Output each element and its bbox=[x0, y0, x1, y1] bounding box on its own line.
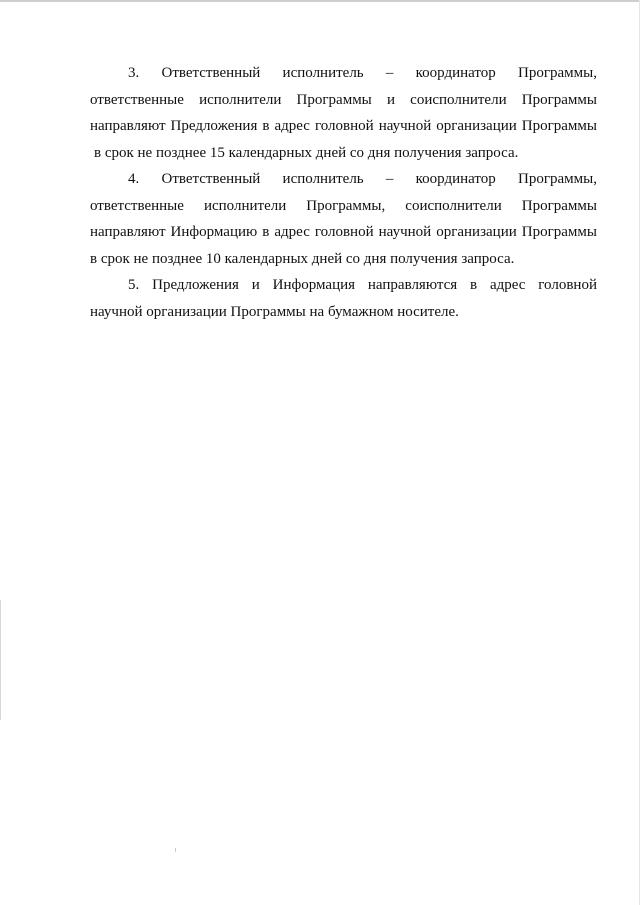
paragraph-line: направляют Информацию в адрес головной научной организации Программы bbox=[90, 224, 597, 240]
paragraph-line: 3. Ответственный исполнитель – координатор Программы, bbox=[128, 65, 597, 81]
paragraph-line: в срок не позднее 10 календарных дней со дня получения запроса. bbox=[90, 250, 515, 267]
paragraph-line: в срок не позднее 15 календарных дней со дня получения запроса. bbox=[94, 144, 519, 161]
paragraph-line: научной организации Программы на бумажном носителе. bbox=[90, 303, 459, 320]
paragraph-5 bbox=[90, 272, 597, 325]
paragraph-line: ответственные исполнители Программы и соисполнители Программы bbox=[90, 91, 597, 108]
scan-edge-top bbox=[0, 0, 640, 2]
paragraph-3 bbox=[90, 60, 597, 166]
document-body bbox=[90, 60, 597, 325]
paragraph-4 bbox=[90, 166, 597, 272]
scan-speck bbox=[175, 848, 176, 852]
scan-edge-left bbox=[0, 600, 1, 720]
paragraph-line: ответственные исполнители Программы, соисполнители Программы bbox=[90, 197, 597, 214]
paragraph-line: 4. Ответственный исполнитель – координатор Программы, bbox=[128, 171, 597, 187]
paragraph-line: направляют Предложения в адрес головной научной организации Программы bbox=[90, 118, 597, 134]
paragraph-line: 5. Предложения и Информация направляются в адрес головной bbox=[128, 277, 597, 293]
